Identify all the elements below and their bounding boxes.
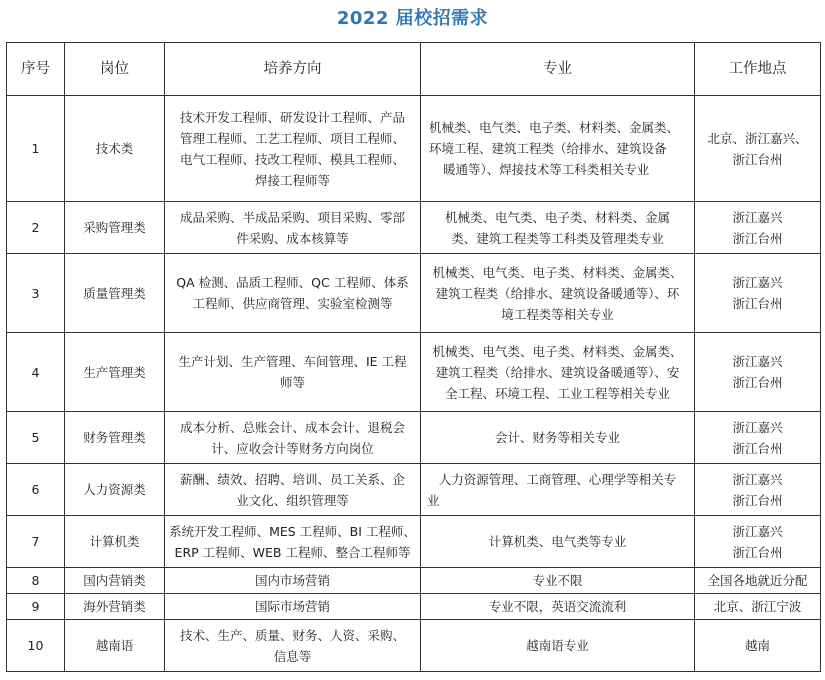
row-no: 10 (7, 620, 65, 672)
row-position: 质量管理类 (65, 254, 165, 333)
direction-line: 成本分析、总账会计、成本会计、退税会 (179, 419, 405, 435)
row-major (421, 254, 695, 333)
row-no: 2 (7, 202, 65, 254)
major-line: 专业不限 (532, 573, 583, 588)
major-line: 暖通等）、焊接技术等工科类相关专业 (443, 162, 650, 177)
location-line: 浙江嘉兴 (732, 523, 783, 539)
row-location (695, 254, 821, 333)
location-line: 北京、浙江宁波 (713, 599, 802, 614)
direction-line: ERP 工程师、WEB 工程师、整合工程师等 (174, 544, 411, 560)
row-location (695, 594, 821, 620)
direction-line: 技术开发工程师、研发设计工程师、产品 (179, 109, 405, 125)
row-major (421, 412, 695, 464)
direction-line: QA 检测、品质工程师、QC 工程师、体系 (176, 275, 409, 290)
direction-line: 焊接工程师等 (254, 172, 330, 188)
major-line: 机械类、电气类、电子类、材料类、金属 (444, 209, 670, 225)
row-major (421, 594, 695, 620)
table-row (7, 516, 821, 568)
row-position: 技术类 (65, 96, 165, 202)
major-line: 越南语专业 (526, 638, 589, 653)
location-line: 浙江台州 (732, 296, 783, 311)
major-line: 全工程、环境工程、工业工程等相关专业 (444, 385, 670, 401)
major-line: 机械类、电气类、电子类、材料类、金属类、 (432, 343, 683, 359)
row-direction (165, 464, 421, 516)
major-line: 机械类、电气类、电子类、材料类、金属类、 (432, 264, 683, 280)
location-line: 浙江嘉兴 (732, 275, 783, 290)
row-major (421, 568, 695, 594)
location-line: 浙江台州 (732, 492, 783, 508)
direction-line: 管理工程师、工艺工程师、项目工程师、 (179, 130, 405, 146)
row-direction (165, 568, 421, 594)
major-line: 机械类、电气类、电子类、材料类、金属类、 (429, 120, 680, 135)
row-position: 人力资源类 (65, 464, 165, 516)
row-position: 采购管理类 (65, 202, 165, 254)
direction-line: 国际市场营销 (254, 599, 330, 614)
location-line: 全国各地就近分配 (707, 573, 808, 588)
row-position: 生产管理类 (65, 333, 165, 412)
location-line: 越南 (744, 638, 770, 653)
row-direction (165, 412, 421, 464)
location-line: 浙江嘉兴 (732, 419, 783, 435)
major-line: 计算机类、电气类等专业 (488, 534, 627, 549)
page-title: 2022 届校招需求 (336, 8, 489, 29)
row-no: 1 (7, 96, 65, 202)
row-position: 国内营销类 (65, 568, 165, 594)
direction-line: 师等 (279, 375, 305, 390)
row-no: 8 (7, 568, 65, 594)
recruitment-table (6, 42, 821, 672)
row-location (695, 620, 821, 672)
row-no: 9 (7, 594, 65, 620)
direction-line: 薪酬、绩效、招聘、培训、员工关系、企 (179, 471, 405, 487)
row-direction (165, 620, 421, 672)
row-position: 越南语 (65, 620, 165, 672)
direction-line: 系统开发工程师、MES 工程师、BI 工程师、 (169, 523, 416, 539)
table-row (7, 96, 821, 202)
row-position: 海外营销类 (65, 594, 165, 620)
row-direction (165, 96, 421, 202)
major-line: 类、建筑工程类等工科类及管理类专业 (451, 230, 664, 246)
major-line: 环境工程、建筑工程类（给排水、建筑设备 (429, 141, 667, 156)
row-no: 6 (7, 464, 65, 516)
header-position: 岗位 (65, 43, 165, 96)
row-major (421, 202, 695, 254)
table-row (7, 464, 821, 516)
row-location (695, 568, 821, 594)
major-line: 建筑工程类（给排水、建筑设备暖通等）、安 (435, 364, 680, 380)
location-line: 浙江嘉兴 (732, 209, 783, 225)
direction-line: 工程师、供应商管理、实验室检测等 (192, 296, 393, 311)
location-line: 浙江台州 (732, 544, 783, 560)
direction-line: 国内市场营销 (254, 573, 330, 588)
location-line: 浙江台州 (732, 151, 783, 167)
table-row (7, 594, 821, 620)
table-header-row (7, 43, 821, 96)
row-direction (165, 516, 421, 568)
location-line: 浙江嘉兴 (732, 354, 783, 369)
header-location: 工作地点 (695, 43, 821, 96)
location-line: 浙江台州 (732, 440, 783, 456)
row-no: 4 (7, 333, 65, 412)
row-position: 计算机类 (65, 516, 165, 568)
row-major (421, 333, 695, 412)
direction-line: 计、应收会计等财务方向岗位 (211, 440, 374, 456)
row-direction (165, 333, 421, 412)
major-line: 会计、财务等相关专业 (494, 430, 620, 445)
header-direction: 培养方向 (165, 43, 421, 96)
header-no: 序号 (7, 43, 65, 96)
row-major (421, 464, 695, 516)
row-location (695, 516, 821, 568)
major-line: 境工程类等相关专业 (501, 306, 614, 322)
row-major (421, 620, 695, 672)
table-row (7, 412, 821, 464)
direction-line: 成品采购、半成品采购、项目采购、零部 (179, 209, 405, 225)
direction-line: 件采购、成本核算等 (236, 230, 349, 246)
row-direction (165, 254, 421, 333)
table-row (7, 202, 821, 254)
row-no: 5 (7, 412, 65, 464)
row-no: 7 (7, 516, 65, 568)
major-line: 建筑工程类（给排水、建筑设备暖通等）、环 (435, 285, 680, 301)
row-location (695, 202, 821, 254)
row-location (695, 412, 821, 464)
direction-line: 业文化、组织管理等 (236, 492, 349, 508)
direction-line: 电气工程师、技改工程师、模具工程师、 (179, 151, 405, 167)
table-row (7, 620, 821, 672)
header-major: 专业 (421, 43, 695, 96)
major-line: 人力资源管理、工商管理、心理学等相关专 (438, 471, 677, 487)
location-line: 浙江台州 (732, 375, 783, 390)
row-direction (165, 202, 421, 254)
direction-line: 生产计划、生产管理、车间管理、IE 工程 (178, 354, 407, 369)
major-line: 专业不限，英语交流流利 (488, 599, 627, 614)
location-line: 北京、浙江嘉兴、 (707, 130, 808, 146)
direction-line: 技术、生产、质量、财务、人资、采购、 (179, 627, 405, 643)
major-line: 业 (427, 492, 440, 508)
direction-line: 信息等 (273, 648, 312, 664)
table-row (7, 568, 821, 594)
row-major (421, 96, 695, 202)
row-major (421, 516, 695, 568)
row-location (695, 333, 821, 412)
location-line: 浙江台州 (732, 230, 783, 246)
table-row (7, 333, 821, 412)
row-position: 财务管理类 (65, 412, 165, 464)
location-line: 浙江嘉兴 (732, 471, 783, 487)
row-location (695, 96, 821, 202)
row-no: 3 (7, 254, 65, 333)
table-row (7, 254, 821, 333)
row-location (695, 464, 821, 516)
row-direction (165, 594, 421, 620)
